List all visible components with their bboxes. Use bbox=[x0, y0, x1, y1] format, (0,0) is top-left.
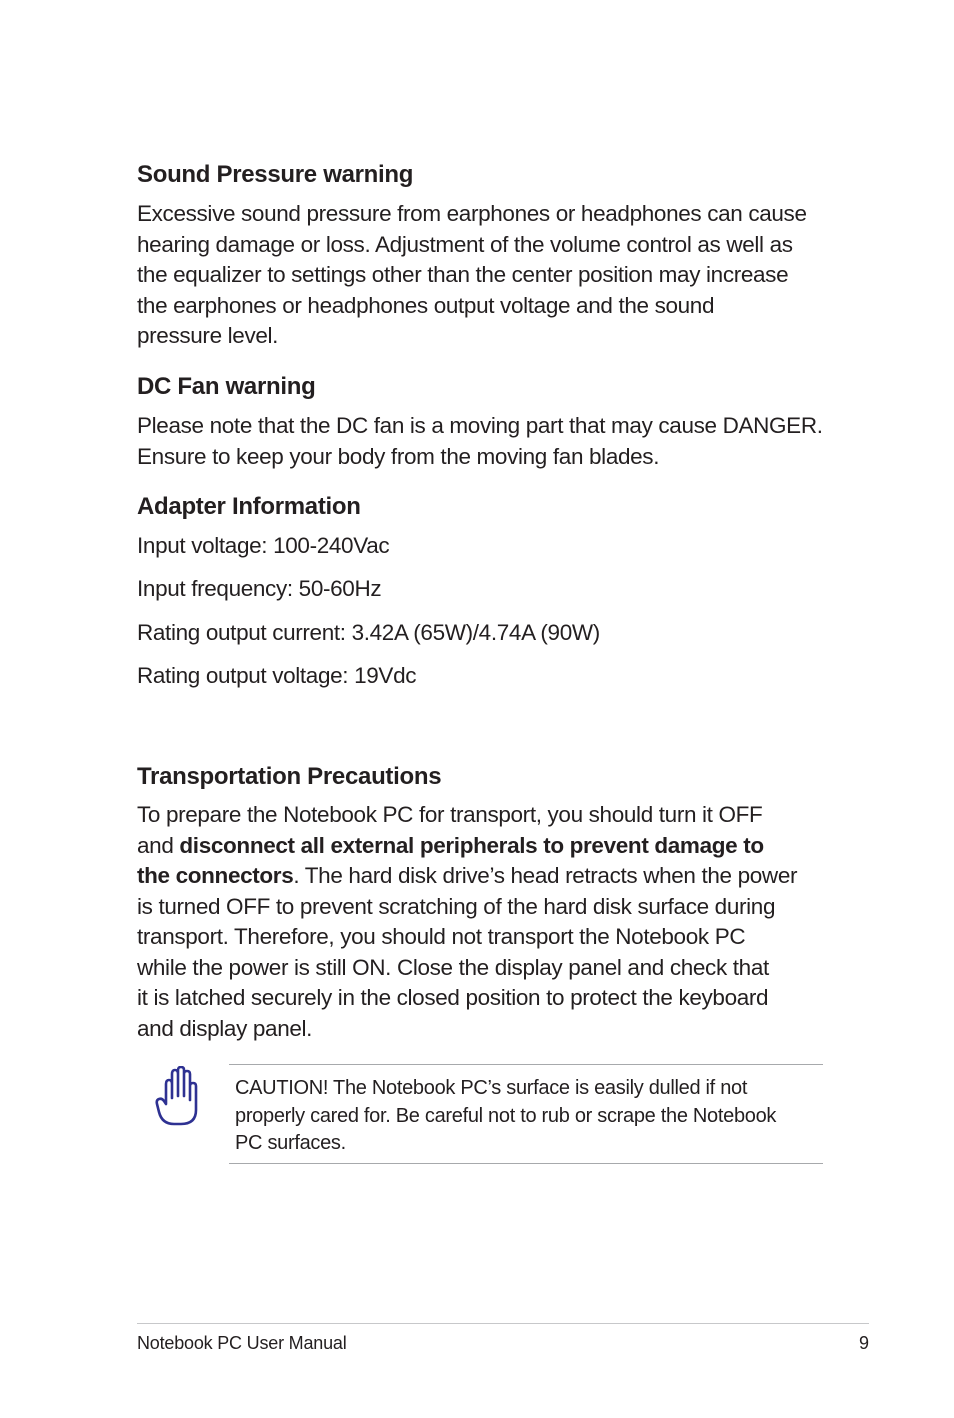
dc-fan-heading: DC Fan warning bbox=[137, 373, 316, 400]
page-number: 9 bbox=[858, 1333, 869, 1353]
input-frequency-text: Input frequency: 50-60Hz bbox=[137, 576, 382, 601]
adapter-information-heading: Adapter Information bbox=[137, 493, 361, 520]
paragraph-line: hearing damage or loss. Adjustment of the volume control as well as bbox=[137, 231, 793, 257]
output-voltage-text: Rating output voltage: 19Vdc bbox=[137, 663, 417, 688]
paragraph-line: the equalizer to settings other than the center position may increase bbox=[137, 262, 789, 287]
paragraph-line: and display panel. bbox=[137, 1015, 313, 1041]
paragraph-line bbox=[137, 831, 837, 862]
paragraph-line: transport. Therefore, you should not transport the Notebook PC bbox=[137, 924, 746, 949]
dc-fan-paragraph bbox=[137, 411, 837, 472]
sound-pressure-paragraph bbox=[137, 199, 837, 352]
paragraph-line: it is latched securely in the closed position to protect the keyboard bbox=[137, 985, 769, 1010]
paragraph-line bbox=[137, 861, 837, 892]
caution-line: CAUTION! The Notebook PC’s surface is easily dulled if not bbox=[235, 1077, 748, 1099]
footer-divider bbox=[137, 1323, 869, 1324]
emphasis-text: disconnect all external peripherals to prevent damage to bbox=[179, 832, 764, 858]
hand-stop-icon bbox=[154, 1066, 200, 1128]
paragraph-line: while the power is still ON. Close the display panel and check that bbox=[137, 954, 769, 980]
emphasis-text: the connectors bbox=[137, 863, 294, 888]
caution-text bbox=[235, 1075, 823, 1158]
caution-line: properly cared for. Be careful not to rub or scrape the Notebook bbox=[235, 1104, 777, 1127]
input-voltage-text: Input voltage: 100-240Vac bbox=[137, 533, 390, 558]
caution-line: PC surfaces. bbox=[235, 1132, 346, 1154]
transportation-precautions-heading: Transportation Precautions bbox=[137, 763, 442, 790]
text-run: and bbox=[137, 832, 180, 858]
transportation-paragraph bbox=[137, 800, 837, 1044]
paragraph-line: is turned OFF to prevent scratching of the hard disk surface during bbox=[137, 893, 776, 919]
paragraph-line: Please note that the DC fan is a moving part that may cause DANGER. bbox=[137, 413, 823, 438]
output-current-text: Rating output current: 3.42A (65W)/4.74A (90W) bbox=[137, 620, 600, 645]
paragraph-line: the earphones or headphones output voltage and the sound bbox=[137, 292, 715, 318]
text-run: . The hard disk drive’s head retracts when the power bbox=[293, 863, 798, 888]
caution-box bbox=[229, 1064, 823, 1164]
footer-manual-title: Notebook PC User Manual bbox=[137, 1333, 347, 1353]
paragraph-line: pressure level. bbox=[137, 323, 279, 348]
paragraph-line: To prepare the Notebook PC for transport, you should turn it OFF bbox=[137, 802, 763, 827]
sound-pressure-heading: Sound Pressure warning bbox=[137, 161, 414, 188]
paragraph-line: Excessive sound pressure from earphones or headphones can cause bbox=[137, 201, 807, 226]
paragraph-line: Ensure to keep your body from the moving fan blades. bbox=[137, 443, 660, 469]
